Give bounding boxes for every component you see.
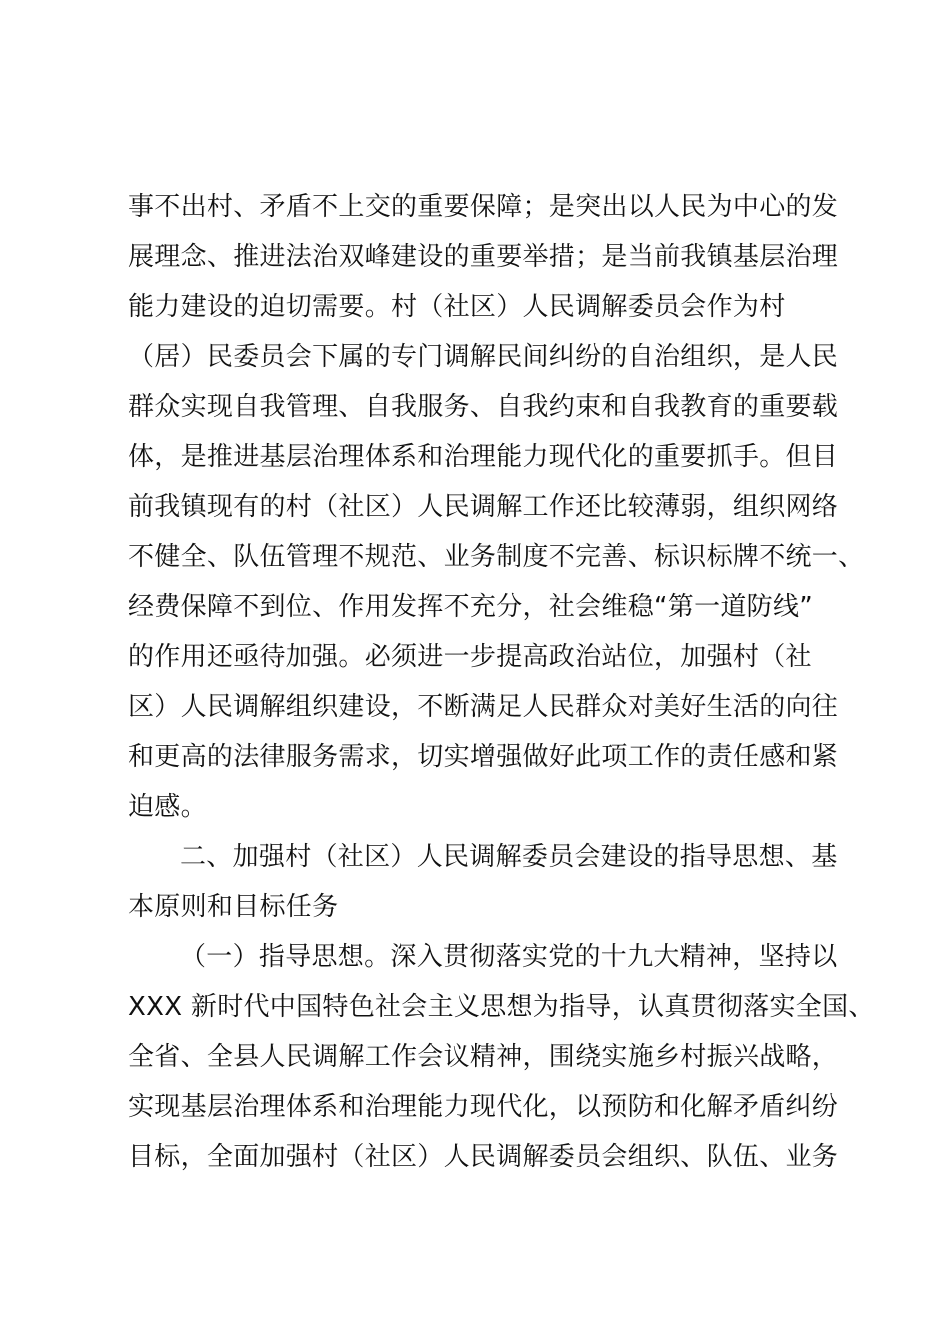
text-line: 不健全、队伍管理不规范、业务制度不完善、标识标牌不统一、	[128, 542, 865, 572]
text-line: 目标，全面加强村（社区）人民调解委员会组织、队伍、业务	[128, 1142, 839, 1172]
text-line: 群众实现自我管理、自我服务、自我约束和自我教育的重要载	[128, 392, 839, 422]
text-line: 迫感。	[128, 792, 207, 822]
text-line: 体，是推进基层治理体系和治理能力现代化的重要抓手。但目	[128, 442, 839, 472]
text-line: 实现基层治理体系和治理能力现代化，以预防和化解矛盾纠纷	[128, 1092, 839, 1122]
text-line: 前我镇现有的村（社区）人民调解工作还比较薄弱，组织网络	[128, 492, 839, 522]
text-line: 经费保障不到位、作用发挥不充分，社会维稳“第一道防线”	[128, 592, 814, 622]
section-heading-cont: 本原则和目标任务	[128, 892, 339, 922]
text-line: 能力建设的迫切需要。村（社区）人民调解委员会作为村	[128, 292, 786, 322]
text-line: 和更高的法律服务需求，切实增强做好此项工作的责任感和紧	[128, 742, 839, 772]
section-heading: 二、加强村（社区）人民调解委员会建设的指导思想、基	[180, 842, 838, 872]
text-line: 区）人民调解组织建设，不断满足人民群众对美好生活的向往	[128, 692, 839, 722]
text-line: XXX 新时代中国特色社会主义思想为指导，认真贯彻落实全国、	[128, 992, 875, 1022]
text-line: 事不出村、矛盾不上交的重要保障；是突出以人民为中心的发	[128, 192, 839, 222]
text-line: （一）指导思想。深入贯彻落实党的十九大精神，坚持以	[180, 942, 838, 972]
text-line: 展理念、推进法治双峰建设的重要举措；是当前我镇基层治理	[128, 242, 839, 272]
text-line: 的作用还亟待加强。必须进一步提高政治站位，加强村（社	[128, 642, 812, 672]
text-line: （居）民委员会下属的专门调解民间纠纷的自治组织，是人民	[128, 342, 839, 372]
text-line: 全省、全县人民调解工作会议精神，围绕实施乡村振兴战略，	[128, 1042, 839, 1072]
